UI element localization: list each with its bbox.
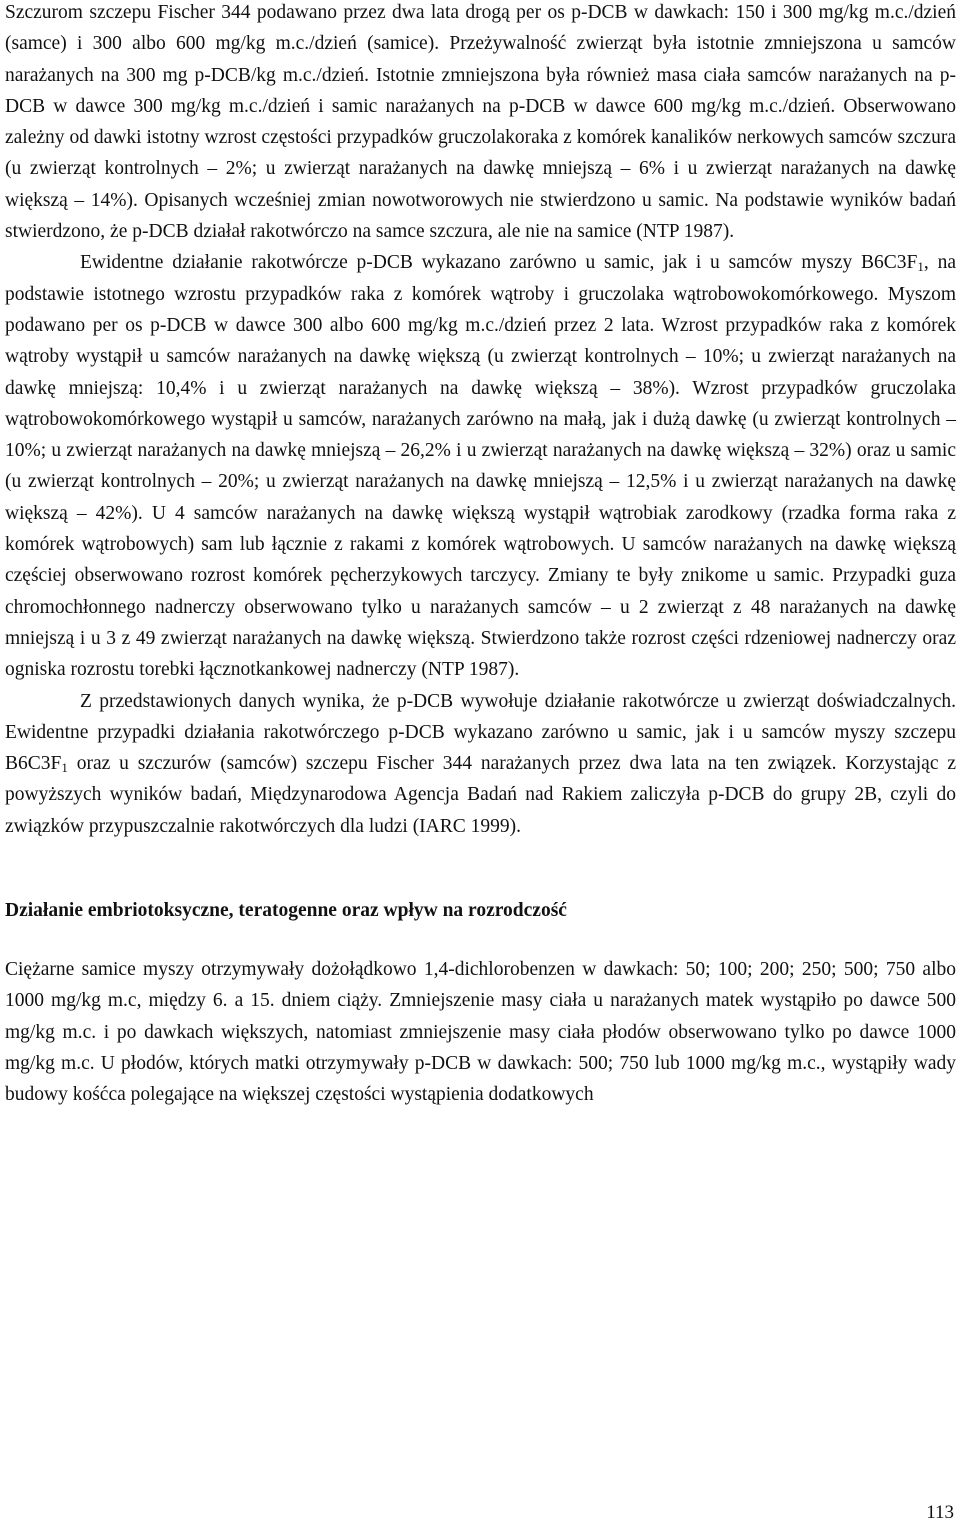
paragraph-conclusion-part-a: Z przedstawionych danych wynika, że p-DCB wywołuje działanie rakotwórcze u zwierząt doświadczalnych. Ewidentne przypadki działania rakotwórczego p-DCB wykazano zarówno u samic, jak i u samców myszy szczepu B6C3F bbox=[5, 690, 956, 775]
paragraph-mouse-study-part-a: Ewidentne działanie rakotwórcze p-DCB wykazano zarówno u samic, jak i u samców myszy B6C3F bbox=[80, 252, 918, 274]
paragraph-mouse-study bbox=[5, 247, 956, 685]
paragraph-conclusion bbox=[5, 686, 956, 842]
document-page bbox=[5, 0, 956, 1111]
strain-subscript: 1 bbox=[917, 259, 924, 275]
strain-subscript: 1 bbox=[61, 760, 68, 776]
paragraph-rat-study: Szczurom szczepu Fischer 344 podawano przez dwa lata drogą per os p-DCB w dawkach: 150 i 300 mg/kg m.c./dzień (samce) i 300 albo 600 mg/kg m.c./dzień (samice). Przeżywalność zwierząt była istotnie zmniejszona u samców narażanych na 300 mg p-DCB/kg m.c./dzień. Istotnie zmniejszona była również masa ciała samców narażanych na p-DCB w dawce 300 mg/kg m.c./dzień i samic narażanych na p-DCB w dawce 600 mg/kg m.c./dzień. Obserwowano zależny od dawki istotny wzrost częstości przypadków gruczolakoraka z komórek kanalików nerkowych samców szczura (u zwierząt kontrolnych – 2%; u zwierząt narażanych na dawkę mniejszą – 6% i u zwierząt narażanych na dawkę większą – 14%). Opisanych wcześniej zmian nowotworowych nie stwierdzono u samic. Na podstawie wyników badań stwierdzono, że p-DCB działał rakotwórczo na samce szczura, ale nie na samice (NTP 1987). bbox=[5, 2, 956, 243]
paragraph-mouse-study-part-b: , na podstawie istotnego wzrostu przypadków raka z komórek wątroby i gruczolaka wątrobowokomórkowego. Myszom podawano per os p-DCB w dawce 300 albo 600 mg/kg m.c./dzień przez 2 lata. Wzrost przypadków raka z komórek wątroby wystąpił u samców narażanych na dawkę większą (u zwierząt kontrolnych – 10%; u zwierząt narażanych na dawkę mniejszą: 10,4% i u zwierząt narażanych na dawkę większą – 38%). Wzrost przypadków gruczolaka wątrobowokomórkowego wystąpił u samców, narażanych zarówno na małą, jak i dużą dawkę (u zwierząt kontrolnych – 10%; u zwierząt narażanych na dawkę mniejszą – 26,2% i u zwierząt narażanych na dawkę większą – 32%) oraz u samic (u zwierząt kontrolnych – 20%; u zwierząt narażanych na dawkę mniejszą – 12,5% i u zwierząt narażanych na dawkę większą – 42%). U 4 samców narażanych na dawkę większą wystąpił wątrobiak zarodkowy (rzadka forma raka z komórek wątrobowych) sam lub łącznie z rakami z komórek wątrobowych. U samców narażanych na dawkę większą częściej obserwowano rozrost komórek pęcherzykowych tarczycy. Zmiany te były znikome u samic. Przypadki guza chromochłonnego nadnerczy obserwowano tylko u narażanych samców – u 2 zwierząt z 48 narażanych na dawkę mniejszą i u 3 z 49 zwierząt narażanych na dawkę większą. Stwierdzono także rozrost części rdzeniowej nadnerczy oraz ogniska rozrostu torebki łącznotkankowej nadnerczy (NTP 1987). bbox=[5, 252, 956, 681]
section-heading: Działanie embriotoksyczne, teratogenne oraz wpływ na rozrodczość bbox=[5, 900, 567, 922]
paragraph-conclusion-part-b: oraz u szczurów (samców) szczepu Fischer 344 narażanych przez dwa lata na ten związek. Korzystając z powyższych wyników badań, Międzynarodowa Agencja Badań nad Rakiem zaliczyła p-DCB do grupy 2B, czyli do związków przypuszczalnie rakotwórczych dla ludzi (IARC 1999). bbox=[5, 753, 956, 837]
paragraph-embryotoxicity: Ciężarne samice myszy otrzymywały dożołądkowo 1,4-dichlorobenzen w dawkach: 50; 100; 200; 250; 500; 750 albo 1000 mg/kg m.c, między 6. a 15. dniem ciąży. Zmniejszenie masy ciała u narażanych matek wystąpiło po dawce 500 mg/kg m.c. i po dawkach większych, natomiast zmniejszenie masy ciała płodów obserwowano tylko po dawce 1000 mg/kg m.c. U płodów, których matki otrzymywały p-DCB w dawkach: 500; 750 lub 1000 mg/kg m.c., wystąpiły wady budowy kośćca polegające na większej częstości wystąpienia dodatkowych bbox=[5, 959, 956, 1106]
page-number: 113 bbox=[926, 1502, 954, 1523]
